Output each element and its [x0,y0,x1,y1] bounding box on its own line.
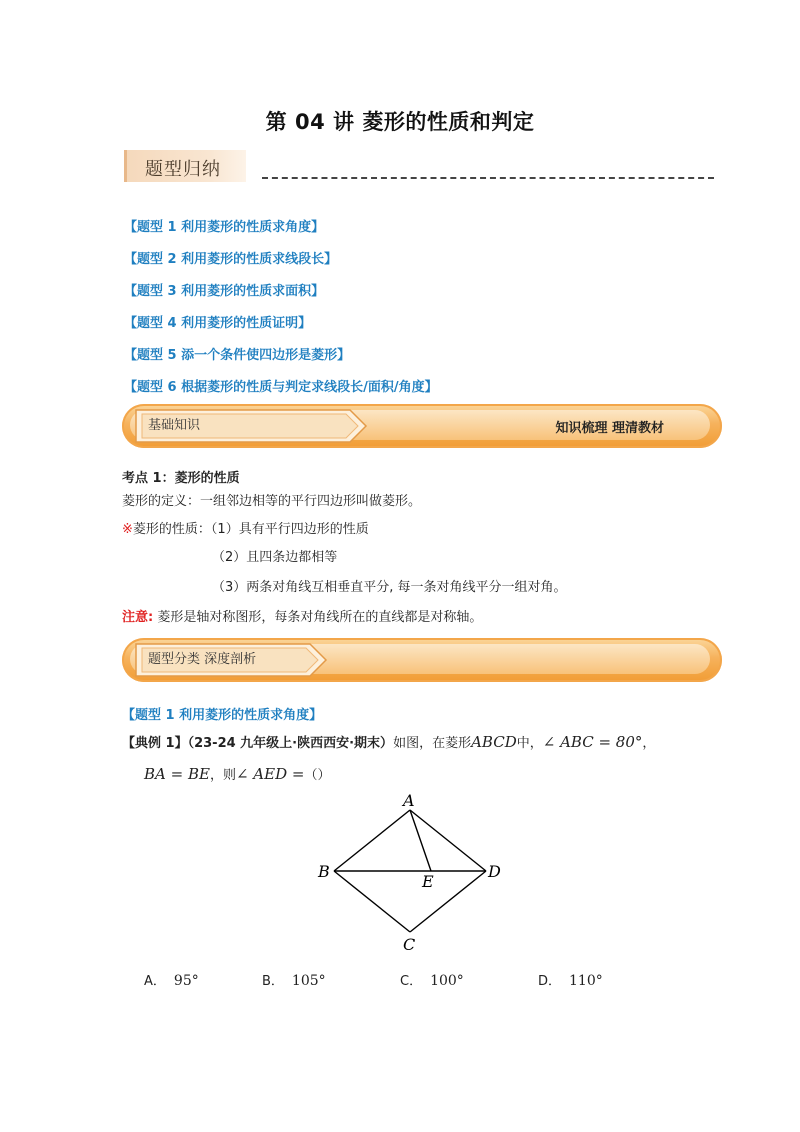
summary-tag [124,150,246,182]
page-title: 第 04 讲 菱形的性质和判定 [265,110,535,134]
property-line-1 [122,518,369,537]
option-b-value: 105° [291,973,326,989]
property-3: （3）两条对角线互相垂直平分, 每一条对角线平分一组对角。 [212,580,567,595]
definition-text: 菱形的定义：一组邻边相等的平行四边形叫做菱形。 [122,494,422,509]
toc-item-4[interactable]: 【题型 4 利用菱形的性质证明】 [124,316,312,331]
option-d-value: 110° [569,973,603,989]
rhombus-name: ABCD [471,733,517,751]
side-ab [334,810,410,871]
note-line [122,606,482,625]
dashed-divider [262,177,714,179]
label-e: E [422,872,434,891]
option-a-value: 95° [173,973,199,989]
label-d: D [488,862,501,881]
summary-tag-label: 题型归纳 [145,159,221,180]
reference-mark: ※ [122,522,133,537]
toc-item-5[interactable]: 【题型 5 添一个条件使四边形是菱形】 [124,348,351,363]
example-text-1: 如图，在菱形 [393,736,472,751]
option-a-letter: A． [144,974,166,989]
toc-item-2[interactable]: 【题型 2 利用菱形的性质求线段长】 [124,252,338,267]
asked-angle: ∠ AED = [235,765,305,783]
option-c-value: 100° [430,973,464,989]
note-text: 菱形是轴对称图形，每条对角线所在的直线都是对称轴。 [153,610,483,625]
option-a[interactable] [144,970,199,989]
option-c-letter: C． [400,974,423,989]
banner-basic-knowledge [122,404,722,448]
label-c: C [403,935,416,954]
toc-item-3[interactable]: 【题型 3 利用菱形的性质求面积】 [124,284,325,299]
note-label: 注意: [122,610,154,625]
example-text-3: ， [642,736,656,751]
property-2: （2）且四条边都相等 [212,550,338,565]
option-d-letter: D． [538,974,562,989]
given-equality: BA = BE [144,765,210,783]
property-1: （1）具有平行四边形的性质 [210,522,369,537]
property-label: 菱形的性质： [132,522,211,537]
toc-item-6[interactable]: 【题型 6 根据菱形的性质与判定求线段长/面积/角度】 [124,380,438,395]
given-angle: ∠ ABC = 80° [542,733,643,751]
example-label: 【典例 1】 [122,736,188,751]
example-source: （23-24 九年级上·陕西西安·期末） [187,736,394,751]
example-line-1 [122,732,655,751]
label-b: B [318,862,330,881]
banner-right-text: 知识梳理 理清教材 [555,421,664,436]
option-b[interactable] [262,970,326,989]
rhombus-figure [310,790,510,954]
banner-tag-label: 基础知识 [148,418,201,433]
banner-tag-label-2: 题型分类 深度剖析 [148,652,257,667]
option-d[interactable] [538,970,603,989]
label-a: A [403,791,415,810]
example-line2-text: ，则 [209,768,236,783]
example-line-2 [144,764,330,783]
section-title: 【题型 1 利用菱形的性质求角度】 [122,708,323,723]
example-line2-end: （） [304,768,331,783]
banner-question-types [122,638,722,682]
option-c[interactable] [400,970,464,989]
point-title: 考点 1：菱形的性质 [122,471,240,486]
option-b-letter: B． [262,974,284,989]
side-ad [410,810,486,871]
side-bc [334,871,410,932]
toc-item-1[interactable]: 【题型 1 利用菱形的性质求角度】 [124,220,325,235]
example-text-2: 中， [516,736,543,751]
